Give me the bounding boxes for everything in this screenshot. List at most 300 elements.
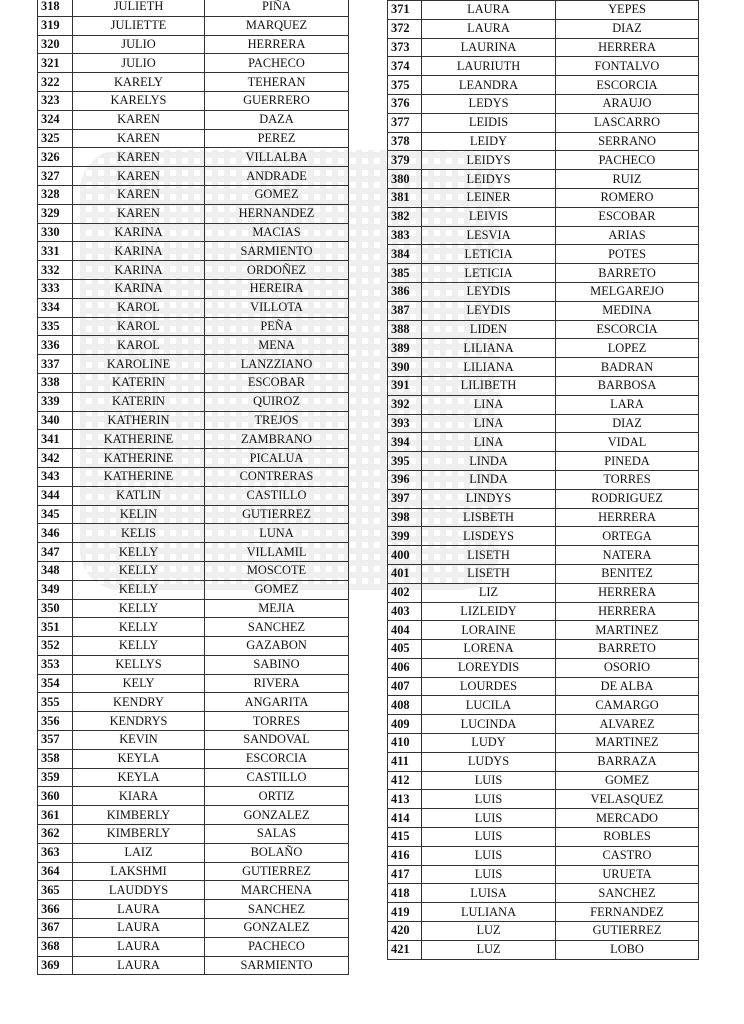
last-name-cell: ANDRADE — [205, 167, 349, 186]
first-name-cell: KELY — [73, 674, 205, 693]
first-name-cell: LILIBETH — [422, 376, 556, 395]
last-name-cell: HERRERA — [556, 508, 699, 527]
table-row — [38, 731, 349, 750]
table-row — [388, 113, 699, 132]
table-row — [38, 242, 349, 261]
first-name-cell: LAUDDYS — [73, 881, 205, 900]
table-row — [38, 467, 349, 486]
last-name-cell: PACHECO — [556, 151, 699, 170]
last-name-cell: GOMEZ — [205, 580, 349, 599]
row-number-cell: 389 — [388, 339, 422, 358]
last-name-cell: ESCOBAR — [205, 373, 349, 392]
table-row — [38, 505, 349, 524]
names-table-left — [37, 0, 349, 975]
row-number-cell: 406 — [388, 658, 422, 677]
table-row — [38, 261, 349, 280]
table-row — [388, 752, 699, 771]
row-number-cell: 390 — [388, 358, 422, 377]
row-number-cell: 322 — [38, 73, 73, 92]
row-number-cell: 353 — [38, 655, 73, 674]
first-name-cell: LISDEYS — [422, 527, 556, 546]
table-row — [38, 825, 349, 844]
last-name-cell: OSORIO — [556, 658, 699, 677]
first-name-cell: KARINA — [73, 242, 205, 261]
last-name-cell: MENA — [205, 336, 349, 355]
last-name-cell: DIAZ — [556, 414, 699, 433]
row-number-cell: 374 — [388, 57, 422, 76]
table-row — [38, 749, 349, 768]
table-row — [388, 922, 699, 941]
last-name-cell: MARTINEZ — [556, 621, 699, 640]
table-row — [38, 693, 349, 712]
last-name-cell: GOMEZ — [205, 185, 349, 204]
row-number-cell: 359 — [38, 768, 73, 787]
table-row — [38, 900, 349, 919]
last-name-cell: RIVERA — [205, 674, 349, 693]
row-number-cell: 339 — [38, 392, 73, 411]
last-name-cell: LASCARRO — [556, 113, 699, 132]
table-row — [38, 54, 349, 73]
last-name-cell: MEDINA — [556, 301, 699, 320]
last-name-cell: ROMERO — [556, 188, 699, 207]
row-number-cell: 409 — [388, 715, 422, 734]
row-number-cell: 346 — [38, 524, 73, 543]
last-name-cell: GUTIERREZ — [556, 922, 699, 941]
table-row — [38, 806, 349, 825]
table-row — [38, 392, 349, 411]
first-name-cell: LEIDY — [422, 132, 556, 151]
row-number-cell: 341 — [38, 430, 73, 449]
table-row — [388, 564, 699, 583]
last-name-cell: POTES — [556, 245, 699, 264]
first-name-cell: KELIN — [73, 505, 205, 524]
first-name-cell: LUIS — [422, 828, 556, 847]
last-name-cell: ESCORCIA — [205, 749, 349, 768]
first-name-cell: KARINA — [73, 261, 205, 280]
last-name-cell: DIAZ — [556, 19, 699, 38]
first-name-cell: LILIANA — [422, 358, 556, 377]
last-name-cell: GAZABON — [205, 637, 349, 656]
last-name-cell: SANCHEZ — [556, 884, 699, 903]
first-name-cell: LAURINA — [422, 38, 556, 57]
table-row — [388, 771, 699, 790]
last-name-cell: LOBO — [556, 940, 699, 959]
row-number-cell: 327 — [38, 167, 73, 186]
table-row — [38, 185, 349, 204]
first-name-cell: LAIZ — [73, 843, 205, 862]
first-name-cell: LAKSHMI — [73, 862, 205, 881]
table-row — [38, 373, 349, 392]
row-number-cell: 351 — [38, 618, 73, 637]
first-name-cell: LORENA — [422, 640, 556, 659]
first-name-cell: LAURA — [73, 900, 205, 919]
row-number-cell: 402 — [388, 583, 422, 602]
last-name-cell: BARRAZA — [556, 752, 699, 771]
first-name-cell: KELLY — [73, 561, 205, 580]
table-row — [38, 956, 349, 975]
row-number-cell: 403 — [388, 602, 422, 621]
table-row — [38, 129, 349, 148]
row-number-cell: 356 — [38, 712, 73, 731]
first-name-cell: KIARA — [73, 787, 205, 806]
last-name-cell: TORRES — [556, 470, 699, 489]
row-number-cell: 404 — [388, 621, 422, 640]
row-number-cell: 340 — [38, 411, 73, 430]
last-name-cell: ARAUJO — [556, 94, 699, 113]
last-name-cell: LANZZIANO — [205, 355, 349, 374]
last-name-cell: BENITEZ — [556, 564, 699, 583]
row-number-cell: 364 — [38, 862, 73, 881]
row-number-cell: 368 — [38, 937, 73, 956]
first-name-cell: LOREYDIS — [422, 658, 556, 677]
first-name-cell: LISETH — [422, 546, 556, 565]
first-name-cell: LISETH — [422, 564, 556, 583]
table-row — [388, 846, 699, 865]
first-name-cell: KAROL — [73, 298, 205, 317]
row-number-cell: 393 — [388, 414, 422, 433]
table-row — [38, 674, 349, 693]
table-row — [388, 76, 699, 95]
row-number-cell: 411 — [388, 752, 422, 771]
table-row — [388, 903, 699, 922]
last-name-cell: URUETA — [556, 865, 699, 884]
row-number-cell: 328 — [38, 185, 73, 204]
first-name-cell: LILIANA — [422, 339, 556, 358]
table-row — [388, 470, 699, 489]
first-name-cell: KAREN — [73, 167, 205, 186]
last-name-cell: GUTIERREZ — [205, 862, 349, 881]
last-name-cell: DAZA — [205, 110, 349, 129]
first-name-cell: LISBETH — [422, 508, 556, 527]
last-name-cell: ESCOBAR — [556, 207, 699, 226]
row-number-cell: 329 — [38, 204, 73, 223]
table-row — [388, 301, 699, 320]
row-number-cell: 367 — [38, 919, 73, 938]
table-row — [38, 279, 349, 298]
last-name-cell: PACHECO — [205, 54, 349, 73]
row-number-cell: 419 — [388, 903, 422, 922]
first-name-cell: KELLY — [73, 580, 205, 599]
last-name-cell: SABINO — [205, 655, 349, 674]
table-row — [38, 204, 349, 223]
row-number-cell: 391 — [388, 376, 422, 395]
row-number-cell: 336 — [38, 336, 73, 355]
first-name-cell: LUIS — [422, 865, 556, 884]
table-row — [388, 583, 699, 602]
table-row — [38, 768, 349, 787]
row-number-cell: 343 — [38, 467, 73, 486]
first-name-cell: KAREN — [73, 110, 205, 129]
row-number-cell: 349 — [38, 580, 73, 599]
last-name-cell: CASTILLO — [205, 486, 349, 505]
last-name-cell: SANCHEZ — [205, 900, 349, 919]
table-row — [38, 298, 349, 317]
table-row — [388, 546, 699, 565]
table-row — [388, 489, 699, 508]
last-name-cell: SARMIENTO — [205, 242, 349, 261]
first-name-cell: KATHERINE — [73, 449, 205, 468]
last-name-cell: GUERRERO — [205, 91, 349, 110]
row-number-cell: 378 — [388, 132, 422, 151]
first-name-cell: LINDA — [422, 470, 556, 489]
last-name-cell: TORRES — [205, 712, 349, 731]
first-name-cell: JULIETTE — [73, 16, 205, 35]
first-name-cell: KELLY — [73, 599, 205, 618]
row-number-cell: 386 — [388, 282, 422, 301]
last-name-cell: PINEDA — [556, 452, 699, 471]
table-row — [388, 715, 699, 734]
row-number-cell: 407 — [388, 677, 422, 696]
table-row — [388, 320, 699, 339]
last-name-cell: HERRERA — [556, 583, 699, 602]
names-table-right-body — [388, 0, 699, 959]
row-number-cell: 373 — [388, 38, 422, 57]
row-number-cell: 363 — [38, 843, 73, 862]
last-name-cell: SARMIENTO — [205, 956, 349, 975]
table-row — [38, 937, 349, 956]
row-number-cell: 410 — [388, 734, 422, 753]
row-number-cell: 326 — [38, 148, 73, 167]
last-name-cell: MARQUEZ — [205, 16, 349, 35]
last-name-cell: PICALUA — [205, 449, 349, 468]
table-row — [388, 282, 699, 301]
first-name-cell: KENDRY — [73, 693, 205, 712]
table-row — [38, 411, 349, 430]
first-name-cell: JULIO — [73, 54, 205, 73]
table-row — [388, 395, 699, 414]
table-row — [388, 696, 699, 715]
first-name-cell: LEDYS — [422, 94, 556, 113]
first-name-cell: LUDYS — [422, 752, 556, 771]
first-name-cell: JULIO — [73, 35, 205, 54]
first-name-cell: KAREN — [73, 148, 205, 167]
row-number-cell: 319 — [38, 16, 73, 35]
row-number-cell: 412 — [388, 771, 422, 790]
first-name-cell: KATHERINE — [73, 467, 205, 486]
first-name-cell: LETICIA — [422, 245, 556, 264]
last-name-cell: VILLALBA — [205, 148, 349, 167]
last-name-cell: PEÑA — [205, 317, 349, 336]
table-row — [38, 599, 349, 618]
last-name-cell: LOPEZ — [556, 339, 699, 358]
row-number-cell: 405 — [388, 640, 422, 659]
table-row — [388, 339, 699, 358]
table-row — [388, 170, 699, 189]
first-name-cell: LUCILA — [422, 696, 556, 715]
table-row — [388, 358, 699, 377]
row-number-cell: 318 — [38, 0, 73, 16]
row-number-cell: 395 — [388, 452, 422, 471]
table-row — [388, 790, 699, 809]
last-name-cell: YEPES — [556, 1, 699, 20]
table-row — [388, 188, 699, 207]
table-row — [38, 919, 349, 938]
first-name-cell: KAROLINE — [73, 355, 205, 374]
first-name-cell: LUIS — [422, 809, 556, 828]
table-row — [38, 148, 349, 167]
first-name-cell: KELLY — [73, 618, 205, 637]
first-name-cell: KEVIN — [73, 731, 205, 750]
first-name-cell: LAURA — [73, 919, 205, 938]
table-row — [38, 91, 349, 110]
first-name-cell: LEIDYS — [422, 170, 556, 189]
table-row — [388, 226, 699, 245]
table-row — [38, 35, 349, 54]
row-number-cell: 354 — [38, 674, 73, 693]
first-name-cell: KATLIN — [73, 486, 205, 505]
first-name-cell: LUISA — [422, 884, 556, 903]
last-name-cell: FERNANDEZ — [556, 903, 699, 922]
last-name-cell: MACIAS — [205, 223, 349, 242]
last-name-cell: VELASQUEZ — [556, 790, 699, 809]
row-number-cell: 350 — [38, 599, 73, 618]
table-row — [38, 317, 349, 336]
table-row — [38, 73, 349, 92]
last-name-cell: SERRANO — [556, 132, 699, 151]
first-name-cell: KAREN — [73, 204, 205, 223]
row-number-cell: 399 — [388, 527, 422, 546]
last-name-cell: MARTINEZ — [556, 734, 699, 753]
last-name-cell: CASTILLO — [205, 768, 349, 787]
first-name-cell: KATERIN — [73, 392, 205, 411]
last-name-cell: BOLAÑO — [205, 843, 349, 862]
table-row — [388, 132, 699, 151]
row-number-cell: 394 — [388, 433, 422, 452]
table-row — [388, 527, 699, 546]
table-row — [38, 336, 349, 355]
first-name-cell: LIZ — [422, 583, 556, 602]
row-number-cell: 331 — [38, 242, 73, 261]
table-row — [38, 16, 349, 35]
row-number-cell: 397 — [388, 489, 422, 508]
row-number-cell: 372 — [388, 19, 422, 38]
names-table-left-body — [38, 0, 349, 975]
first-name-cell: LUCINDA — [422, 715, 556, 734]
last-name-cell: HERRERA — [556, 38, 699, 57]
row-number-cell: 365 — [38, 881, 73, 900]
first-name-cell: LUDY — [422, 734, 556, 753]
row-number-cell: 420 — [388, 922, 422, 941]
first-name-cell: LEYDIS — [422, 301, 556, 320]
last-name-cell: GUTIERREZ — [205, 505, 349, 524]
table-row — [38, 862, 349, 881]
row-number-cell: 334 — [38, 298, 73, 317]
last-name-cell: SANCHEZ — [205, 618, 349, 637]
last-name-cell: LARA — [556, 395, 699, 414]
row-number-cell: 369 — [38, 956, 73, 975]
row-number-cell: 320 — [38, 35, 73, 54]
first-name-cell: KELIS — [73, 524, 205, 543]
row-number-cell: 414 — [388, 809, 422, 828]
table-row — [38, 223, 349, 242]
last-name-cell: VILLAMIL — [205, 543, 349, 562]
first-name-cell: LEANDRA — [422, 76, 556, 95]
first-name-cell: KATHERINE — [73, 430, 205, 449]
last-name-cell: BARRETO — [556, 640, 699, 659]
last-name-cell: MERCADO — [556, 809, 699, 828]
first-name-cell: LAURA — [422, 1, 556, 20]
first-name-cell: LIDEN — [422, 320, 556, 339]
row-number-cell: 417 — [388, 865, 422, 884]
row-number-cell: 385 — [388, 264, 422, 283]
last-name-cell: LUNA — [205, 524, 349, 543]
row-number-cell: 408 — [388, 696, 422, 715]
table-row — [388, 658, 699, 677]
last-name-cell: ALVAREZ — [556, 715, 699, 734]
last-name-cell: ARIAS — [556, 226, 699, 245]
table-row — [388, 884, 699, 903]
row-number-cell: 323 — [38, 91, 73, 110]
first-name-cell: KARELY — [73, 73, 205, 92]
table-row — [38, 430, 349, 449]
table-row — [388, 940, 699, 959]
last-name-cell: PIÑA — [205, 0, 349, 16]
table-row — [388, 677, 699, 696]
first-name-cell: LINA — [422, 433, 556, 452]
table-row — [388, 264, 699, 283]
first-name-cell: LORAINE — [422, 621, 556, 640]
last-name-cell: DE ALBA — [556, 677, 699, 696]
first-name-cell: LUZ — [422, 940, 556, 959]
last-name-cell: CASTRO — [556, 846, 699, 865]
table-row — [38, 787, 349, 806]
last-name-cell: TREJOS — [205, 411, 349, 430]
first-name-cell: KAROL — [73, 336, 205, 355]
first-name-cell: KELLYS — [73, 655, 205, 674]
first-name-cell: KARELYS — [73, 91, 205, 110]
last-name-cell: GONZALEZ — [205, 806, 349, 825]
table-row — [388, 376, 699, 395]
last-name-cell: CONTRERAS — [205, 467, 349, 486]
table-row — [388, 207, 699, 226]
table-row — [38, 712, 349, 731]
first-name-cell: LEINER — [422, 188, 556, 207]
table-row — [388, 865, 699, 884]
last-name-cell: NATERA — [556, 546, 699, 565]
first-name-cell: KARINA — [73, 223, 205, 242]
row-number-cell: 357 — [38, 731, 73, 750]
first-name-cell: KIMBERLY — [73, 806, 205, 825]
table-row — [388, 19, 699, 38]
table-row — [38, 618, 349, 637]
first-name-cell: LOURDES — [422, 677, 556, 696]
row-number-cell: 335 — [38, 317, 73, 336]
table-row — [38, 110, 349, 129]
last-name-cell: CAMARGO — [556, 696, 699, 715]
last-name-cell: ORDOÑEZ — [205, 261, 349, 280]
first-name-cell: KATHERIN — [73, 411, 205, 430]
last-name-cell: HERNANDEZ — [205, 204, 349, 223]
last-name-cell: HERRERA — [556, 602, 699, 621]
row-number-cell: 400 — [388, 546, 422, 565]
first-name-cell: LEIDYS — [422, 151, 556, 170]
first-name-cell: KAREN — [73, 185, 205, 204]
first-name-cell: KENDRYS — [73, 712, 205, 731]
row-number-cell: 396 — [388, 470, 422, 489]
last-name-cell: PEREZ — [205, 129, 349, 148]
first-name-cell: LEIDIS — [422, 113, 556, 132]
last-name-cell: PACHECO — [205, 937, 349, 956]
row-number-cell: 342 — [38, 449, 73, 468]
table-row — [38, 486, 349, 505]
row-number-cell: 366 — [38, 900, 73, 919]
row-number-cell: 376 — [388, 94, 422, 113]
row-number-cell: 337 — [38, 355, 73, 374]
row-number-cell: 348 — [38, 561, 73, 580]
last-name-cell: QUIROZ — [205, 392, 349, 411]
row-number-cell: 392 — [388, 395, 422, 414]
row-number-cell: 324 — [38, 110, 73, 129]
